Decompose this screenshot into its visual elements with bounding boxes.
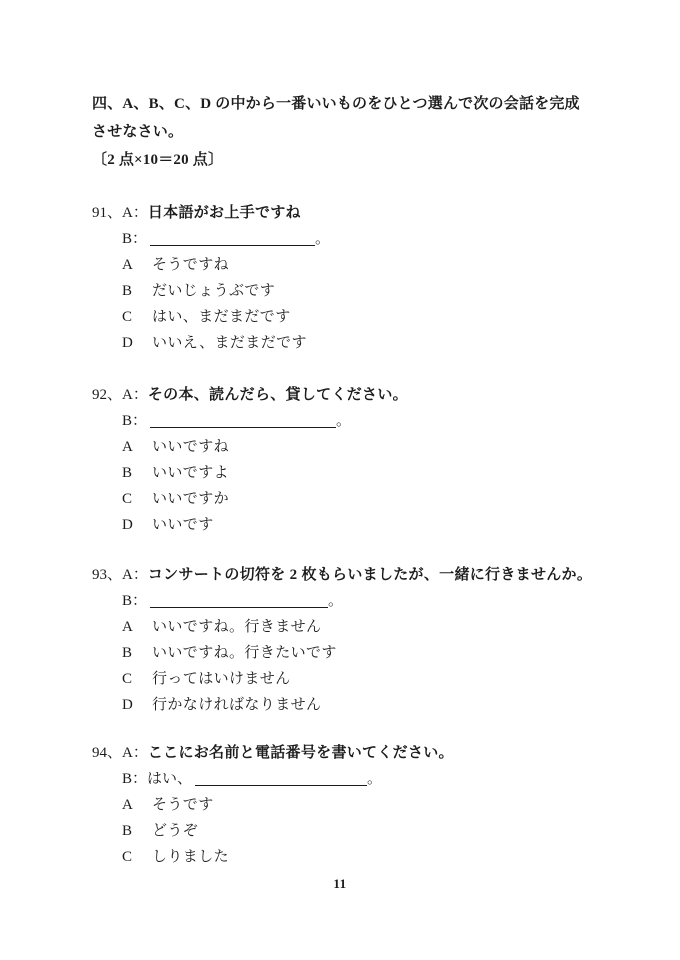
option-letter: A <box>122 439 133 455</box>
answer-blank <box>150 414 336 428</box>
dialogue-a-line <box>92 740 602 766</box>
blank-suffix: 。 <box>315 231 331 247</box>
option-text: いいですね <box>152 439 230 455</box>
dialogue-a-line <box>92 562 602 588</box>
speaker-a-label: A： <box>122 387 148 403</box>
option-row <box>92 512 602 538</box>
option-text: どうぞ <box>152 823 199 839</box>
blank-suffix: 。 <box>367 771 383 787</box>
option-text: いいですか <box>152 491 230 507</box>
option-text: 行ってはいけません <box>152 671 291 687</box>
speaker-b-label: B： <box>122 413 148 429</box>
dialogue-a-text: コンサートの切符を 2 枚もらいましたが、一緒に行きませんか。 <box>147 567 593 583</box>
dialogue-a-line <box>92 200 602 226</box>
speaker-a-label: A： <box>122 205 148 221</box>
question-number: 94、 <box>92 745 123 761</box>
option-text: いいですよ <box>152 465 230 481</box>
option-text: いいですね。行きたいです <box>152 645 337 661</box>
dialogue-b-line <box>92 766 602 792</box>
option-text: そうです <box>152 797 214 813</box>
option-letter: B <box>122 645 133 661</box>
dialogue-a-line <box>92 382 602 408</box>
option-row <box>92 692 602 718</box>
option-letter: B <box>122 283 133 299</box>
option-letter: C <box>122 849 133 865</box>
option-letter: B <box>122 823 133 839</box>
option-text: はい、まだまだです <box>152 309 291 325</box>
option-row <box>92 252 602 278</box>
speaker-a-label: A： <box>122 745 148 761</box>
dialogue-a-text: その本、読んだら、貸してください。 <box>147 387 408 403</box>
option-text: いいですね。行きません <box>152 619 322 635</box>
question-91 <box>92 200 602 356</box>
option-text: いいです <box>152 517 214 533</box>
blank-suffix: 。 <box>328 593 344 609</box>
points-note: 〔2 点×10＝20 点〕 <box>92 152 224 168</box>
dialogue-b-line <box>92 588 602 614</box>
dialogue-a-text: 日本語がお上手ですね <box>147 205 301 221</box>
question-number: 91、 <box>92 205 123 221</box>
option-letter: A <box>122 619 133 635</box>
question-93 <box>92 562 602 718</box>
option-row <box>92 818 602 844</box>
option-text: いいえ、まだまだです <box>152 335 307 351</box>
question-number: 92、 <box>92 387 123 403</box>
option-row <box>92 666 602 692</box>
speaker-b-label: B： <box>122 771 148 787</box>
page-number: 11 <box>333 876 347 891</box>
option-row <box>92 640 602 666</box>
instruction-line-1: 四、A、B、C、D の中から一番いいものをひとつ選んで次の会話を完成 <box>92 96 580 112</box>
speaker-b-label: B： <box>122 593 148 609</box>
answer-blank <box>150 232 315 246</box>
option-text: そうですね <box>152 257 230 273</box>
option-row <box>92 614 602 640</box>
answer-blank <box>150 594 328 608</box>
option-letter: D <box>122 335 133 351</box>
question-number: 93、 <box>92 567 123 583</box>
question-94 <box>92 740 602 870</box>
option-row <box>92 844 602 870</box>
option-letter: D <box>122 517 133 533</box>
question-92 <box>92 382 602 538</box>
speaker-a-label: A： <box>122 567 148 583</box>
dialogue-b-prefix: はい、 <box>147 771 193 787</box>
option-letter: D <box>122 697 133 713</box>
option-text: だいじょうぶです <box>152 283 276 299</box>
section-header <box>92 90 602 174</box>
option-text: しりました <box>152 849 230 865</box>
answer-blank <box>195 772 367 786</box>
speaker-b-label: B： <box>122 231 148 247</box>
option-letter: C <box>122 309 133 325</box>
option-letter: A <box>122 257 133 273</box>
option-row <box>92 304 602 330</box>
option-row <box>92 330 602 356</box>
option-letter: A <box>122 797 133 813</box>
option-text: 行かなければなりません <box>152 697 322 713</box>
option-letter: B <box>122 465 133 481</box>
dialogue-b-line <box>92 226 602 252</box>
option-row <box>92 460 602 486</box>
option-row <box>92 434 602 460</box>
option-row <box>92 792 602 818</box>
dialogue-a-text: ここにお名前と電話番号を書いてください。 <box>147 745 454 761</box>
option-letter: C <box>122 491 133 507</box>
option-row <box>92 486 602 512</box>
instruction-line-2: させなさい。 <box>92 124 184 140</box>
option-letter: C <box>122 671 133 687</box>
dialogue-b-line <box>92 408 602 434</box>
blank-suffix: 。 <box>336 413 352 429</box>
option-row <box>92 278 602 304</box>
